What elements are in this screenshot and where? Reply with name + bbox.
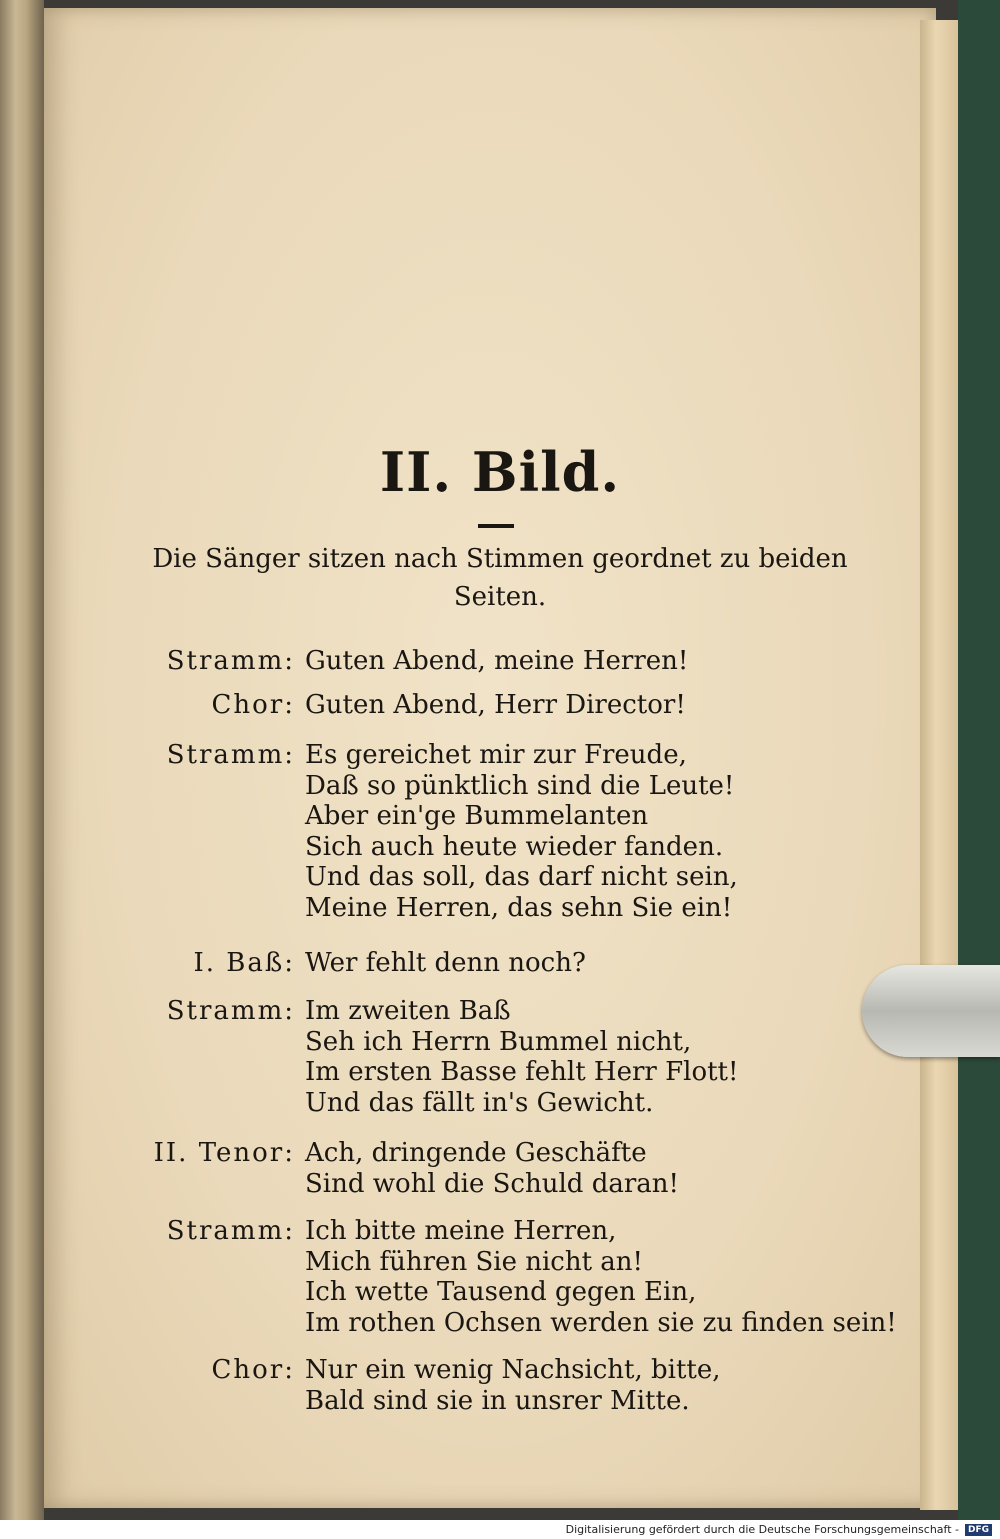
dialogue-line: Und das fällt in's Gewicht. xyxy=(305,1087,654,1118)
dialogue-line: Sind wohl die Schuld daran! xyxy=(305,1168,679,1199)
speaker-label: Stramm: xyxy=(166,1216,295,1246)
dialogue-line: Guten Abend, Herr Director! xyxy=(305,690,686,720)
footer-credit: Digitalisierung gefördert durch die Deutsche Forschungsgemeinschaft - xyxy=(565,1523,959,1536)
dialogue-line: Sich auch heute wieder fanden. xyxy=(305,831,724,862)
dialogue-line: Aber ein'ge Bummelanten xyxy=(305,801,649,831)
dialogue-line: Ich wette Tausend gegen Ein, xyxy=(305,1277,697,1307)
dialogue-lines xyxy=(305,740,738,923)
dialogue-lines xyxy=(305,646,688,677)
dialogue-line: Ach, dringende Geschäfte xyxy=(305,1138,647,1168)
dialogue-lines xyxy=(305,1355,721,1416)
dialogue-line: Im ersten Basse fehlt Herr Flott! xyxy=(305,1057,739,1087)
speaker-label: Stramm: xyxy=(166,996,295,1026)
page-clip xyxy=(862,965,1000,1057)
dfg-logo: DFG xyxy=(965,1524,992,1536)
speaker-label: Chor: xyxy=(211,690,295,720)
dialogue-lines xyxy=(305,1216,897,1338)
stage-direction xyxy=(140,540,860,616)
dialogue-line: Im rothen Ochsen werden sie zu finden sein! xyxy=(305,1307,897,1338)
title-divider xyxy=(478,524,514,528)
speaker-label: I. Baß: xyxy=(193,948,295,978)
dialogue-line: Ich bitte meine Herren, xyxy=(305,1216,617,1246)
dialogue-lines xyxy=(305,948,586,979)
dialogue-lines xyxy=(305,996,738,1118)
speaker-label: Stramm: xyxy=(166,740,295,770)
dialogue-lines xyxy=(305,1138,679,1199)
page-stack-edge xyxy=(920,20,960,1510)
dialogue-line: Mich führen Sie nicht an! xyxy=(305,1246,643,1277)
speaker-label: Chor: xyxy=(211,1355,295,1385)
dialogue-line: Es gereichet mir zur Freude, xyxy=(305,740,687,770)
dialogue-line: Bald sind sie in unsrer Mitte. xyxy=(305,1385,690,1416)
dialogue-line: Nur ein wenig Nachsicht, bitte, xyxy=(305,1355,721,1385)
scene-title: II. Bild. xyxy=(379,440,621,504)
dialogue-line: Im zweiten Baß xyxy=(305,996,511,1026)
stage-direction-line: Seiten. xyxy=(453,582,547,612)
dialogue-line: Guten Abend, meine Herren! xyxy=(305,646,689,676)
dialogue-line: Meine Herren, das sehn Sie ein! xyxy=(305,892,733,923)
book-cover-board xyxy=(958,0,1000,1520)
dialogue-lines xyxy=(305,690,686,721)
stage-direction-line: Die Sänger sitzen nach Stimmen geordnet zu beiden xyxy=(152,544,848,574)
book-spine-edge xyxy=(0,0,44,1520)
dialogue-line: Seh ich Herrn Bummel nicht, xyxy=(305,1026,692,1057)
speaker-label: Stramm: xyxy=(166,646,295,676)
speaker-label: II. Tenor: xyxy=(153,1138,295,1168)
digitization-footer xyxy=(0,1520,1000,1539)
dialogue-line: Daß so pünktlich sind die Leute! xyxy=(305,770,735,801)
dialogue-line: Und das soll, das darf nicht sein, xyxy=(305,862,738,892)
dialogue-line: Wer fehlt denn noch? xyxy=(305,948,586,978)
